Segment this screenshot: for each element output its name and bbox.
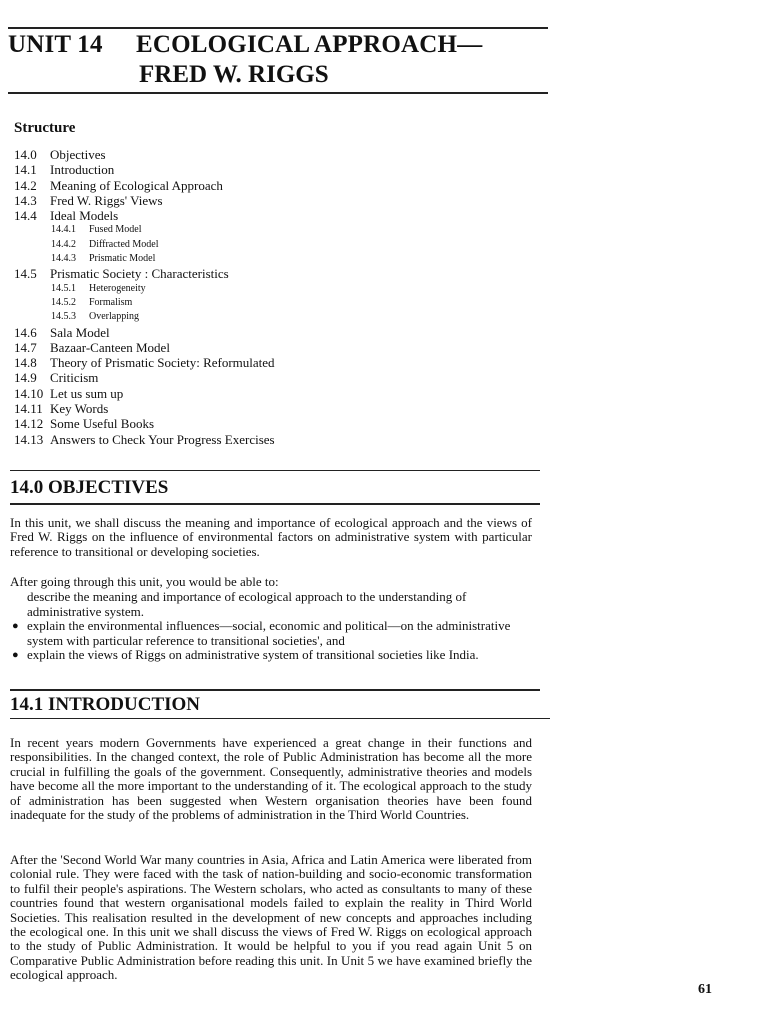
toc-number: 14.0 — [14, 147, 37, 162]
toc-subitem — [14, 238, 574, 252]
toc-label: Diffracted Model — [89, 238, 159, 250]
objective-bullet — [10, 648, 532, 662]
toc-number: 14.4 — [14, 208, 37, 224]
structure-heading: Structure — [14, 120, 76, 136]
toc-number: 14.2 — [14, 177, 37, 193]
top-rule — [8, 27, 548, 29]
toc-item — [14, 178, 574, 193]
objectives-heading: 14.0 OBJECTIVES — [10, 477, 169, 498]
toc-number: 14.9 — [14, 370, 37, 386]
toc-item — [14, 147, 574, 162]
toc-label: Ideal Models — [50, 208, 119, 224]
toc-number: 14.5.2 — [51, 296, 76, 308]
toc-label: Formalism — [89, 296, 133, 308]
toc-item — [14, 416, 574, 431]
toc-label: Objectives — [50, 147, 106, 162]
objectives-top-rule — [10, 470, 540, 471]
toc-label: Sala Model — [50, 324, 110, 340]
toc-label: Key Words — [50, 401, 109, 417]
objective-bullet — [10, 619, 532, 648]
toc-label: Meaning of Ecological Approach — [50, 177, 223, 193]
toc-label: Bazaar-Canteen Model — [50, 339, 170, 355]
toc-subitem — [14, 310, 574, 324]
unit-subtitle: FRED W. RIGGS — [139, 61, 329, 88]
unit-title: ECOLOGICAL APPROACH— — [136, 31, 483, 58]
toc-item — [14, 401, 574, 416]
bullet-icon: ● — [12, 620, 19, 633]
objective-text: explain the environmental influences—social, economic and political—on the administrative system with particular reference to transitional societies', and — [27, 618, 511, 648]
toc-item — [14, 432, 574, 447]
introduction-text-1: In recent years modern Governments have experienced a great change in their functions and responsibilities. In the changed context, the role of Public Administration has become all the more crucial in fulfilling the goals of the government. Consequently, administrative theories and models have become all the more important to the understanding of it. The ecological approach to the study of administration has been suggested when Western organisation theories have been found inadequate for the study of the problems of administration in the Third World Countries. — [10, 735, 532, 823]
objective-bullet — [10, 590, 532, 619]
objectives-bullet-list — [10, 590, 532, 662]
toc-number: 14.7 — [14, 339, 37, 355]
toc-label: Criticism — [50, 370, 99, 386]
toc-label: Theory of Prismatic Society: Reformulated — [50, 355, 275, 371]
toc-item — [14, 370, 574, 385]
toc-number: 14.5 — [14, 266, 37, 282]
objectives-list-block — [10, 575, 532, 662]
introduction-top-rule — [10, 689, 540, 691]
toc-item — [14, 162, 574, 177]
toc-number: 14.10 — [14, 385, 44, 401]
toc-number: 14.4.1 — [51, 224, 76, 236]
toc-subitem — [14, 252, 574, 266]
toc-label: Answers to Check Your Progress Exercises — [50, 431, 275, 447]
introduction-bottom-rule — [10, 718, 550, 719]
toc-label: Overlapping — [89, 311, 139, 323]
page-number: 61 — [698, 982, 712, 997]
toc-number: 14.12 — [14, 416, 44, 432]
objectives-intro-text: In this unit, we shall discuss the meaning and importance of ecological approach and the views of Fred W. Riggs on the influence of environmental factors on administrative system with particular reference to transitional or developing societies. — [10, 515, 532, 559]
toc-item — [14, 208, 574, 223]
introduction-paragraph-2 — [10, 853, 532, 983]
toc-label: Heterogeneity — [89, 282, 146, 294]
toc-label: Prismatic Society : Characteristics — [50, 266, 229, 282]
toc-subitem — [14, 282, 574, 296]
unit-header — [8, 30, 608, 90]
objectives-lead-text: After going through this unit, you would be able to: — [10, 574, 279, 589]
unit-title-line — [8, 30, 608, 60]
toc-number: 14.5.1 — [51, 282, 76, 294]
toc-number: 14.5.3 — [51, 311, 76, 323]
objectives-intro — [10, 516, 532, 559]
toc-number: 14.8 — [14, 355, 37, 371]
toc-label: Let us sum up — [50, 385, 124, 401]
introduction-paragraph-1 — [10, 736, 532, 822]
toc-number: 14.6 — [14, 324, 37, 340]
toc-item — [14, 193, 574, 208]
introduction-heading: 14.1 INTRODUCTION — [10, 694, 201, 715]
objective-text: describe the meaning and importance of ecological approach to the understanding of administrative system. — [27, 589, 467, 619]
toc-label: Prismatic Model — [89, 253, 156, 265]
toc-number: 14.1 — [14, 162, 37, 178]
toc-number: 14.11 — [14, 401, 43, 417]
toc-subitem — [14, 223, 574, 237]
toc-label: Fred W. Riggs' Views — [50, 192, 163, 208]
toc-item — [14, 340, 574, 355]
toc-label: Introduction — [50, 162, 115, 178]
toc-label: Some Useful Books — [50, 416, 154, 432]
toc-number: 14.4.2 — [51, 238, 76, 250]
objective-text: explain the views of Riggs on administrative system of transitional societies like India. — [27, 647, 479, 663]
toc-number: 14.3 — [14, 192, 37, 208]
toc-label: Fused Model — [89, 224, 142, 236]
header-bottom-rule — [8, 92, 548, 94]
structure-section — [14, 120, 574, 447]
toc-item — [14, 355, 574, 370]
unit-label: UNIT 14 — [8, 31, 103, 58]
toc-number: 14.4.3 — [51, 253, 76, 265]
toc-item — [14, 266, 574, 281]
objectives-bottom-rule — [10, 503, 540, 505]
bullet-icon: ● — [12, 649, 19, 662]
toc-subitem — [14, 296, 574, 310]
table-of-contents — [14, 147, 574, 447]
toc-item — [14, 325, 574, 340]
toc-item — [14, 386, 574, 401]
toc-number: 14.13 — [14, 431, 44, 447]
introduction-text-2: After the 'Second World War many countries in Asia, Africa and Latin America were liberated from colonial rule. They were faced with the task of nation-building and socio-economic transformation to fulfil their people's aspirations. The Western scholars, who acted as consultants to many of these countries found that western organisational models failed to explain the reality in Third World Societies. This realisation resulted in the development of new concepts and approaches including the ecological one. In this unit we shall discuss the views of Fred W. Riggs on ecological approach to the study of Public Administration. It would be helpful to you if you read again Unit 5 on Comparative Public Administration before reading this unit. In Unit 5 we have examined briefly the ecological approach. — [10, 852, 532, 983]
